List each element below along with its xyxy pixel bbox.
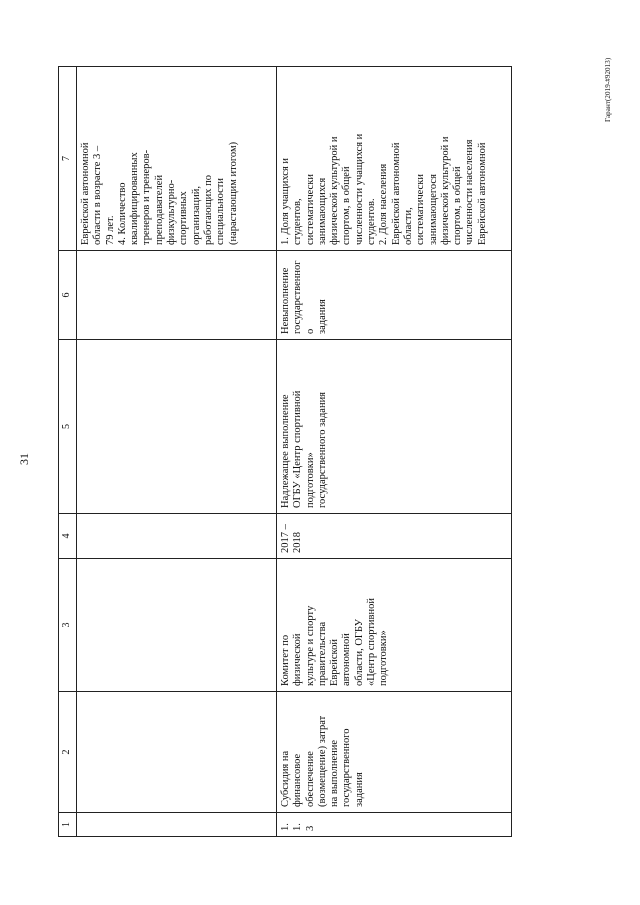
row-number-cell: 1.1.3 <box>277 813 512 837</box>
column-number: 5 <box>59 340 77 514</box>
column-number: 7 <box>59 67 77 251</box>
empty-cell <box>77 692 277 813</box>
empty-cell <box>77 813 277 837</box>
expected-result-cell: Надлежащее выполнение ОГБУ «Центр спортивной подготовки» государственного задания <box>277 340 512 514</box>
empty-cell <box>77 514 277 559</box>
program-table <box>58 66 512 837</box>
column-number: 1 <box>59 813 77 837</box>
executor-cell: Комитет по физической культуре и спорту правительства Еврейской автономной области, ОГБУ «Центр спортивной подготовки» <box>277 559 512 692</box>
consequence-cell: Невыполнение государственного задания <box>277 251 512 340</box>
period-cell: 2017 – 2018 <box>277 514 512 559</box>
column-number-row <box>59 67 77 837</box>
column-number: 6 <box>59 251 77 340</box>
indicators-continuation-cell: Еврейской автономной области в возрасте 3 – 79 лет. 4. Количество квалифицированных тренеров и тренеров- преподавателей физкультурно- спортивных организаций, работающих по специальности (нарастающим итогом) <box>77 67 277 251</box>
table-row <box>277 67 512 837</box>
table-row-continuation <box>77 67 277 837</box>
indicators-cell: 1. Доля учащихся и студентов, систематически занимающихся физической культурой и спортом, в общей численности учащихся и студентов. 2. Доля населения Еврейской автономной области, систематически занимающегося физической культурой и спортом, в общей численности населения Еврейской автономной <box>277 67 512 251</box>
column-number: 3 <box>59 559 77 692</box>
page-number: 31 <box>17 453 31 465</box>
empty-cell <box>77 559 277 692</box>
measure-name-cell: Субсидия на финансовое обеспечение (возмещение) затрат на выполнение государственного задания <box>277 692 512 813</box>
empty-cell <box>77 251 277 340</box>
column-number: 4 <box>59 514 77 559</box>
document-footer: Гарант(2019-#92013) <box>604 57 612 122</box>
empty-cell <box>77 340 277 514</box>
column-number: 2 <box>59 692 77 813</box>
